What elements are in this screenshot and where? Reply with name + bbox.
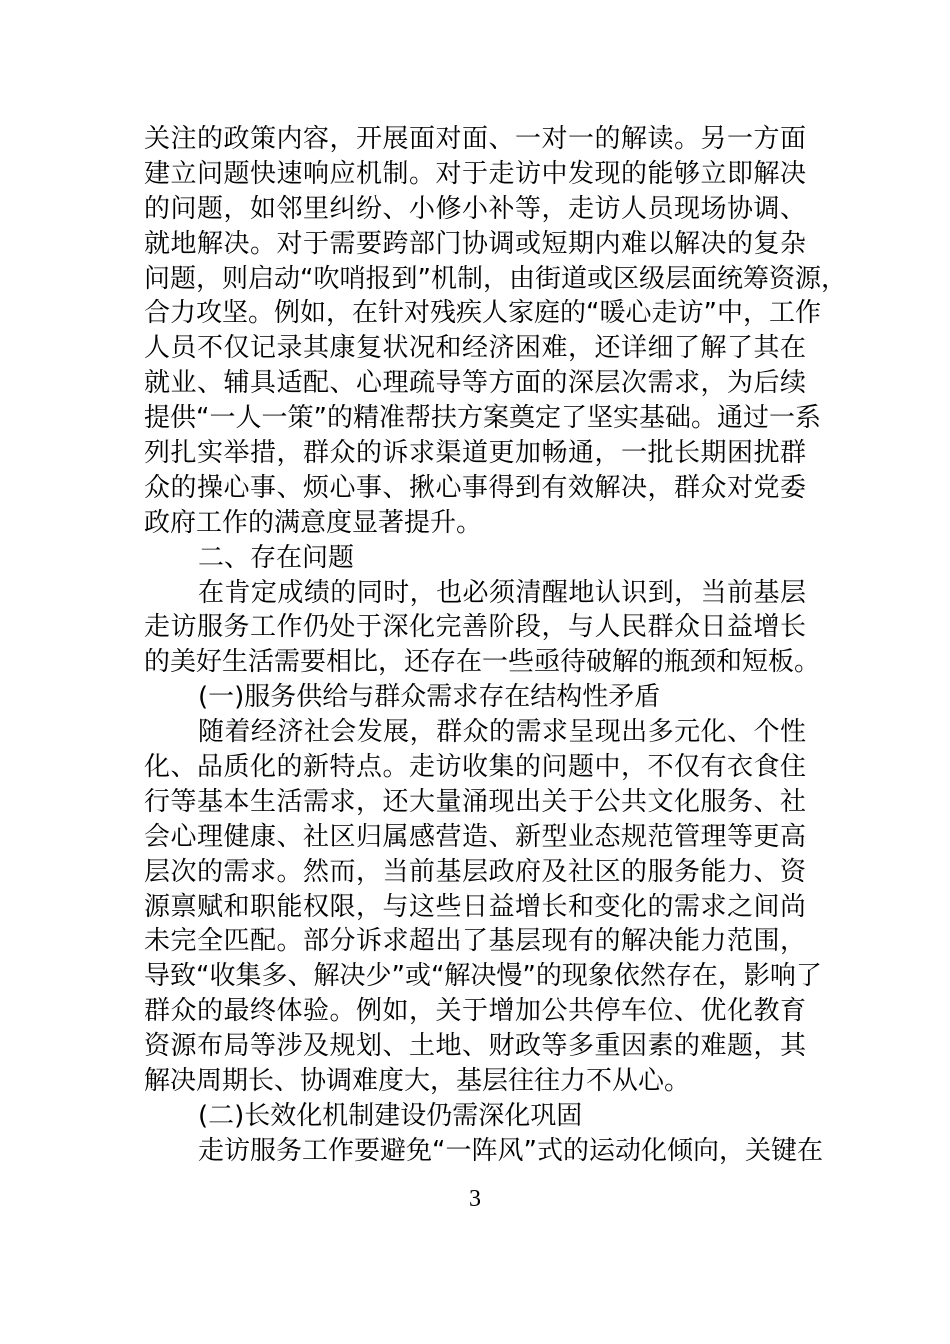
text-line: 关注的政策内容，开展面对面、一对一的解读。另一方面 [144,124,806,154]
text-line: 行等基本生活需求，还大量涌现出关于公共文化服务、社 [144,786,806,817]
text-line: 的美好生活需要相比，还存在一些亟待破解的瓶颈和短板。 [144,647,821,678]
text-line: 资源布局等涉及规划、土地、财政等多重因素的难题，其 [144,1031,806,1062]
text-line: 列扎实举措，群众的诉求渠道更加畅通，一批长期困扰群 [144,438,806,469]
text-line: 群众的最终体验。例如，关于增加公共停车位、优化教育 [144,996,806,1027]
text-line: 走访服务工作要避免“一阵风”式的运动化倾向，关键在 [198,1135,823,1166]
text-line: 未完全匹配。部分诉求超出了基层现有的解决能力范围， [144,926,806,957]
text-line: 提供“一人一策”的精准帮扶方案奠定了坚实基础。通过一系 [144,403,821,434]
text-line: 合力攻坚。例如，在针对残疾人家庭的“暖心走访”中，工作 [144,298,821,329]
text-line: 在肯定成绩的同时，也必须清醒地认识到，当前基层 [198,577,806,608]
text-line: (一)服务供给与群众需求存在结构性矛盾 [198,682,661,713]
text-line: 的问题，如邻里纠纷、小修小补等，走访人员现场协调、 [144,193,806,224]
text-line: 政府工作的满意度显著提升。 [144,507,483,538]
text-line: 二、存在问题 [198,542,355,573]
text-line: 就业、辅具适配、心理疏导等方面的深层次需求，为后续 [144,368,806,399]
text-line: 源禀赋和职能权限，与这些日益增长和变化的需求之间尚 [144,891,806,922]
text-line: 导致“收集多、解决少”或“解决慢”的现象依然存在，影响了 [144,961,822,992]
text-line: 化、品质化的新特点。走访收集的问题中，不仅有衣食住 [144,752,806,783]
document-body [144,122,847,1169]
text-line: 众的操心事、烦心事、揪心事得到有效解决，群众对党委 [144,472,806,503]
text-line: 就地解决。对于需要跨部门协调或短期内难以解决的复杂 [144,228,806,259]
text-line: 解决周期长、协调难度大，基层往往力不从心。 [144,1066,691,1097]
text-line: (二)长效化机制建设仍需深化巩固 [198,1100,583,1131]
text-line: 走访服务工作仍处于深化完善阶段，与人民群众日益增长 [144,612,806,643]
text-line: 建立问题快速响应机制。对于走访中发现的能够立即解决 [144,158,806,189]
text-line: 随着经济社会发展，群众的需求呈现出多元化、个性 [198,717,806,748]
text-line: 人员不仅记录其康复状况和经济困难，还详细了解了其在 [144,333,806,364]
text-line: 层次的需求。然而，当前基层政府及社区的服务能力、资 [144,856,806,887]
text-line: 会心理健康、社区归属感营造、新型业态规范管理等更高 [144,821,806,852]
page-number: 3 [469,1186,481,1212]
text-line: 问题，则启动“吹哨报到”机制，由街道或区级层面统筹资源， [144,263,847,294]
